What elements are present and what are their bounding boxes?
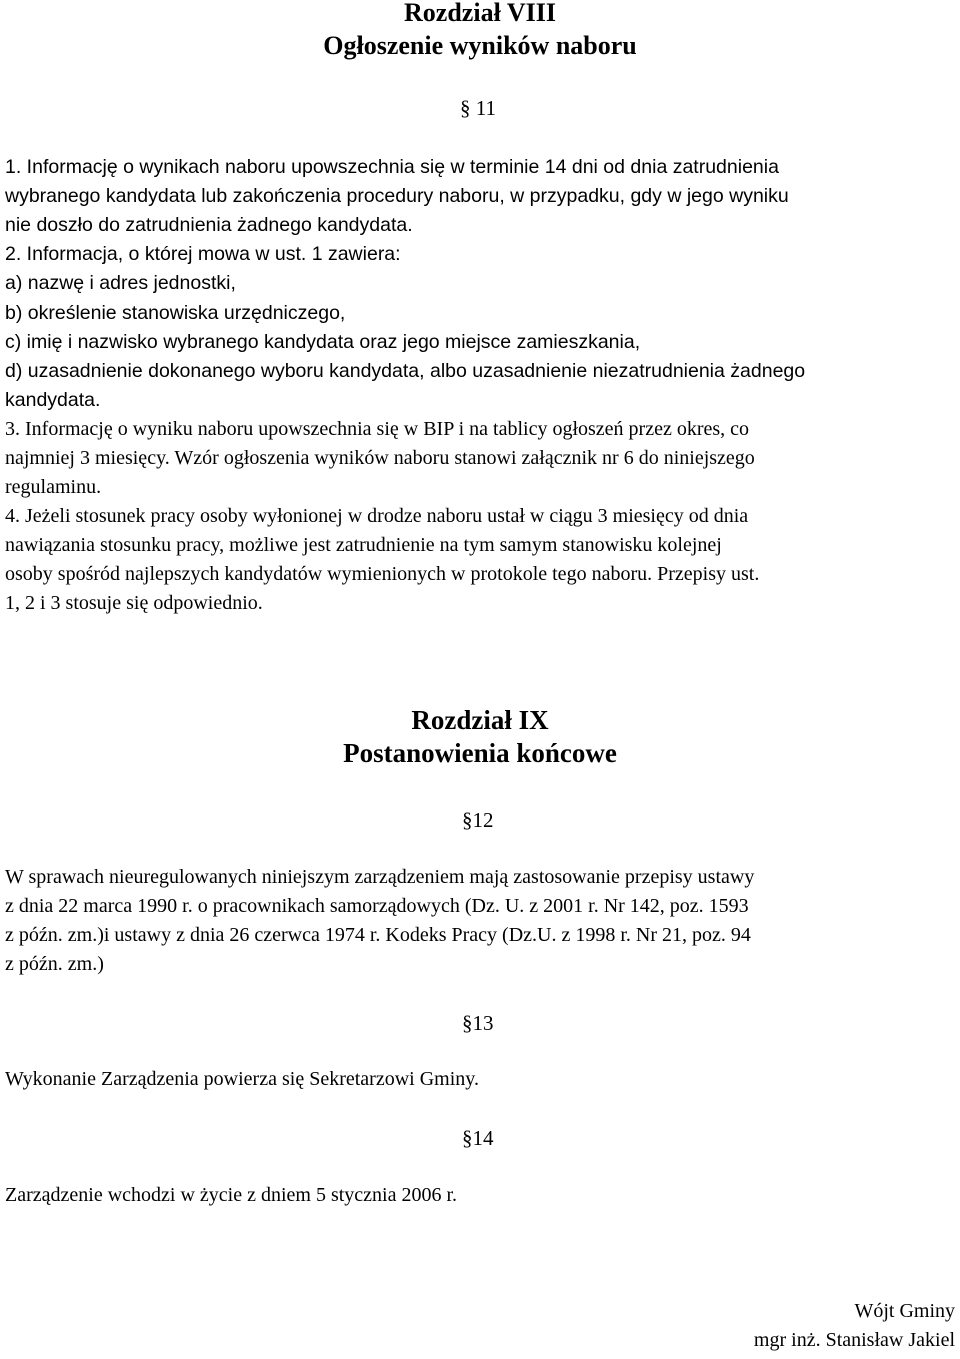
section-11-line-9: kandydata. [5,389,101,411]
section-12-marker [462,808,494,833]
section-12-line-1: W sprawach nieuregulowanych niniejszym zarządzeniem mają zastosowanie przepisy ustawy [5,866,755,888]
section-11-line-1: 1. Informację o wynikach naboru upowszechnia się w terminie 14 dni od dnia zatrudnienia [5,156,779,178]
chapter-8-title: Rozdział VIII [404,0,556,27]
section-13-marker [462,1011,494,1036]
section-11-line-5: a) nazwę i adres jednostki, [5,272,236,294]
section-11-line-6: b) określenie stanowiska urzędniczego, [5,302,346,324]
section-11-line-4: 2. Informacja, o której mowa w ust. 1 zawiera: [5,243,401,265]
section-11-line-7: c) imię i nazwisko wybranego kandydata oraz jego miejsce zamieszkania, [5,331,641,353]
section-11-line-3: nie doszło do zatrudnienia żadnego kandydata. [5,214,413,236]
section-11-line-14: nawiązania stosunku pracy, możliwe jest zatrudnienie na tym samym stanowisku kolejnej [5,534,722,556]
section-12-line-4: z późn. zm.) [5,953,104,975]
section-11-line-11: najmniej 3 miesięcy. Wzór ogłoszenia wyników naboru stanowi załącznik nr 6 do niniejszego [5,447,755,469]
section-11-line-16: 1, 2 i 3 stosuje się odpowiednio. [5,592,263,614]
chapter-9-subtitle: Postanowienia końcowe [343,738,617,768]
section-13-text: Wykonanie Zarządzenia powierza się Sekretarzowi Gminy. [5,1068,479,1090]
section-sign-icon: § [462,1126,473,1150]
section-sign-icon: § [462,808,473,832]
section-11-line-13: 4. Jeżeli stosunek pracy osoby wyłonionej w drodze naboru ustał w ciągu 3 miesięcy od dnia [5,505,749,527]
chapter-9-title: Rozdział IX [411,705,549,735]
section-11-number: 11 [470,96,496,120]
section-sign-icon: § [462,1011,473,1035]
section-11-line-8: d) uzasadnienie dokonanego wyboru kandydata, albo uzasadnienie niezatrudnienia żadnego [5,360,806,382]
signature-name: mgr inż. Stanisław Jakiel [753,1329,955,1351]
section-11-marker [460,96,496,121]
section-11-line-15: osoby spośród najlepszych kandydatów wymienionych w protokole tego naboru. Przepisy ust. [5,563,760,585]
section-11-line-12: regulaminu. [5,476,102,498]
section-14-text: Zarządzenie wchodzi w życie z dniem 5 stycznia 2006 r. [5,1184,458,1206]
signature-role: Wójt Gminy [854,1300,955,1322]
chapter-8-subtitle: Ogłoszenie wyników naboru [323,31,637,60]
section-12-line-2: z dnia 22 marca 1990 r. o pracownikach samorządowych (Dz. U. z 2001 r. Nr 142, poz. 1593 [5,895,749,917]
section-11-line-10: 3. Informację o wyniku naboru upowszechnia się w BIP i na tablicy ogłoszeń przez okres, co [5,418,750,440]
section-12-line-3: z późn. zm.)i ustawy z dnia 26 czerwca 1974 r. Kodeks Pracy (Dz.U. z 1998 r. Nr 21, poz. 94 [5,924,751,946]
section-13-number: 13 [472,1011,494,1035]
section-sign-icon: § [460,96,471,120]
section-14-marker [462,1126,494,1151]
section-12-number: 12 [472,808,494,832]
section-14-number: 14 [472,1126,494,1150]
section-11-line-2: wybranego kandydata lub zakończenia procedury naboru, w przypadku, gdy w jego wyniku [5,185,789,207]
